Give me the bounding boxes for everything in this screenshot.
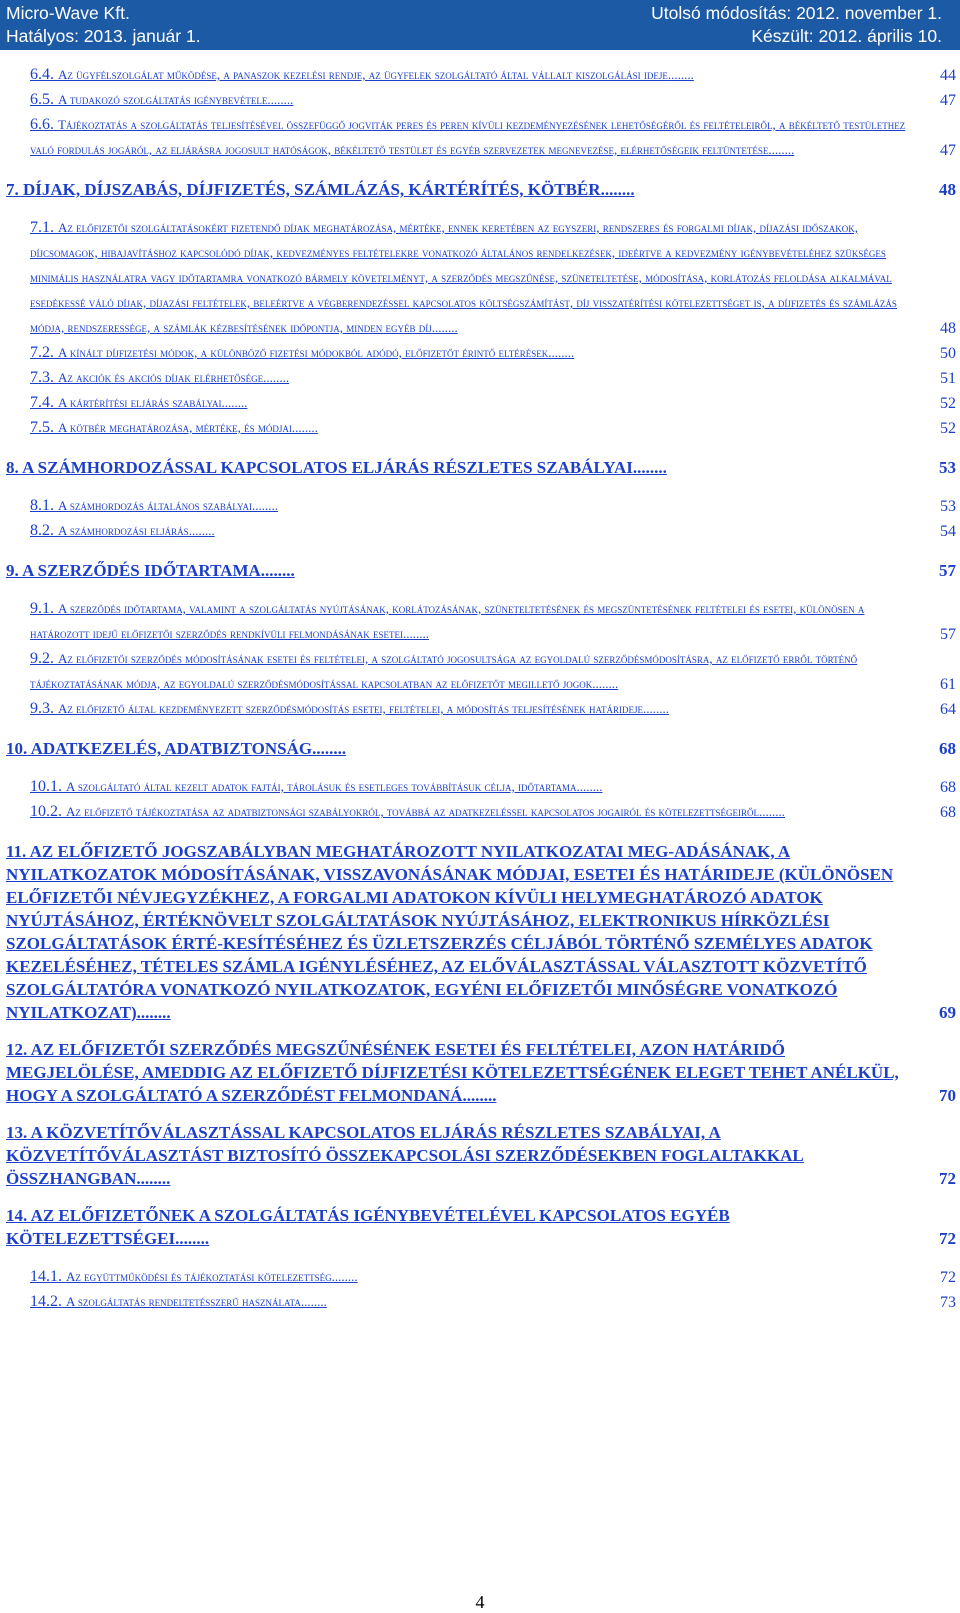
toc-entry-link[interactable] [6, 739, 346, 758]
toc-entry-link[interactable] [30, 220, 897, 335]
toc-entry[interactable] [6, 340, 956, 365]
last-modified-date: Utolsó módosítás: 2012. november 1. [651, 3, 942, 23]
toc-entry-title: A szolgáltató által kezelt adatok fajtái, tárolásuk és esetleges továbbításuk célja, időtartama [66, 779, 577, 794]
toc-leader-dots: ........ [136, 1169, 171, 1188]
toc-entry-page[interactable]: 47 [938, 89, 956, 112]
toc-entry-page[interactable]: 61 [938, 673, 956, 696]
toc-entry[interactable] [6, 1204, 956, 1250]
toc-entry-link[interactable] [30, 651, 857, 691]
toc-entry-number: 6.5. [30, 91, 58, 108]
toc-entry-number: 7.2. [30, 344, 58, 361]
toc-leader-dots: ........ [263, 370, 290, 385]
toc-leader-dots: ........ [331, 1269, 358, 1284]
toc-entry[interactable] [6, 62, 956, 87]
toc-entry-link[interactable] [30, 804, 785, 819]
toc-leader-dots: ........ [188, 523, 215, 538]
toc-entry-number: 14. [6, 1206, 31, 1225]
toc-entry[interactable] [6, 799, 956, 824]
toc-entry-number: 7.5. [30, 419, 58, 436]
toc-leader-dots: ........ [431, 320, 458, 335]
toc-leader-dots: ........ [312, 739, 347, 758]
toc-entry-title: A KÖZVETÍTŐVÁLASZTÁSSAL KAPCSOLATOS ELJÁRÁS RÉSZLETES SZABÁLYAI, A KÖZVETÍTŐVÁLASZTÁST BIZTOSÍTÓ ÖSSZEKAPCSOLÁSI SZERZŐDÉSEKBEN FOGLALTAKKAL ÖSSZHANGBAN [6, 1123, 804, 1188]
toc-leader-dots: ........ [548, 345, 575, 360]
company-name: Micro-Wave Kft. [6, 3, 130, 23]
toc-entry-page[interactable]: 53 [938, 495, 956, 518]
toc-entry-title: A tudakozó szolgáltatás igénybevétele [58, 92, 268, 107]
toc-entry-number: 9. [6, 561, 23, 580]
toc-entry-link[interactable] [30, 420, 318, 435]
toc-entry-link[interactable] [30, 1294, 327, 1309]
toc-entry-title: A kártérítési eljárás szabályai [58, 395, 222, 410]
toc-entry-number: 12. [6, 1040, 31, 1059]
toc-entry-title: DÍJAK, DÍJSZABÁS, DÍJFIZETÉS, SZÁMLÁZÁS, KÁRTÉRÍTÉS, KÖTBÉR [23, 180, 601, 199]
toc-entry-link[interactable] [6, 842, 893, 1022]
toc-entry-page[interactable]: 64 [938, 698, 956, 721]
toc-entry-page[interactable]: 68 [938, 801, 956, 824]
toc-entry[interactable] [6, 493, 956, 518]
toc-entry[interactable] [6, 646, 956, 696]
toc-entry-title: Az előfizetői szerződés módosításának esetei és feltételei, a szolgáltató jogosultsága az egyoldalú szerződésmódosításra, az előfizető erről történő tájékoztatásának módja, az egyoldalú szerződésmódosítással kapcsolatban az előfizetőt megillető jogok [30, 651, 858, 691]
toc-entry[interactable] [6, 1264, 956, 1289]
toc-leader-dots: ........ [576, 779, 603, 794]
toc-entry-link[interactable] [30, 67, 694, 82]
toc-entry-title: A SZÁMHORDOZÁSSAL KAPCSOLATOS ELJÁRÁS RÉSZLETES SZABÁLYAI [22, 458, 633, 477]
toc-entry-link[interactable] [30, 498, 278, 513]
toc-entry-page[interactable]: 72 [938, 1266, 956, 1289]
toc-leader-dots: ........ [300, 1294, 327, 1309]
toc-entry[interactable] [6, 112, 956, 162]
toc-entry[interactable] [6, 365, 956, 390]
toc-entry-page[interactable]: 57 [938, 623, 956, 646]
toc-entry-link[interactable] [6, 458, 667, 477]
toc-entry-number: 7. [6, 180, 23, 199]
toc-entry-number: 6.6. [30, 116, 58, 133]
toc-entry[interactable] [6, 559, 956, 582]
toc-entry-title: A számhordozási eljárás [58, 523, 189, 538]
toc-entry-number: 11. [6, 842, 30, 861]
toc-entry-page[interactable]: 48 [939, 180, 956, 199]
toc-entry[interactable] [6, 1289, 956, 1314]
toc-entry-link[interactable] [30, 117, 905, 157]
toc-entry-number: 8.1. [30, 497, 58, 514]
toc-entry-number: 14.2. [30, 1293, 66, 1310]
toc-entry-link[interactable] [30, 395, 247, 410]
toc-leader-dots: ........ [175, 1229, 210, 1248]
toc-entry-page[interactable]: 53 [939, 458, 956, 477]
toc-entry-link[interactable] [30, 92, 293, 107]
toc-entry[interactable] [6, 518, 956, 543]
toc-entry-title: Az előfizető által kezdeményezett szerződésmódosítás esetei, feltételei, a módosítás teljesítésének határideje [58, 701, 643, 716]
toc-entry-title: Az akciók és akciós díjak elérhetősége [58, 370, 264, 385]
effective-date: Hatályos: 2013. január 1. [6, 26, 201, 46]
toc-entry-link[interactable] [30, 370, 289, 385]
toc-entry-page[interactable]: 73 [938, 1291, 956, 1314]
table-of-contents [6, 62, 956, 1314]
toc-leader-dots: ........ [592, 676, 619, 691]
toc-entry-title: A szerződés időtartama, valamint a szolgáltatás nyújtásának, korlátozásának, szüneteltetésének és megszüntetésének feltételei és esetei, különösen a határozott idejű előfizetői szerződés rendkívüli felmondásának esetei [30, 601, 865, 641]
toc-entry-number: 13. [6, 1123, 31, 1142]
toc-entry-link[interactable] [6, 1040, 899, 1105]
toc-entry-page[interactable]: 50 [938, 342, 956, 365]
toc-leader-dots: ........ [759, 804, 785, 819]
toc-entry-title: A szolgáltatás rendeltetésszerű használata [66, 1294, 301, 1309]
toc-entry-page[interactable]: 68 [939, 739, 956, 758]
toc-entry-page[interactable]: 48 [938, 317, 956, 340]
toc-entry-title: Az előfizetői szolgáltatásokért fizetendő díjak meghatározása, mértéke, ennek keretében az egyszeri, rendszeres és forgalmi díjak, díjazási időszakok, díjcsomagok, hibajavításhoz kapcsolódó díjak, kedvezményes feltételekre vonatkozó általános rendelkezések, ideértve a kedvezmény igénybevételéhez szükséges minimális használatra vagy időtartamra vonatkozó bármely követelményt, a szerződés megszűnése, szüneteltetése, módosítása, korlátozás feloldása alkalmával esedékessé váló díjak, díjazási feltételek, beleértve a végberendezéssel kapcsolatos költségszámítást, díj visszatérítési kötelezettséget is, a díjfizetés és számlázás módja, rendszeressége, a számlák kézbesítésének időpontja, minden egyéb díj [30, 220, 897, 335]
toc-leader-dots: ........ [462, 1086, 497, 1105]
toc-entry[interactable] [6, 596, 956, 646]
toc-entry-page[interactable]: 51 [938, 367, 956, 390]
toc-leader-dots: ........ [642, 701, 669, 716]
toc-entry-number: 9.2. [30, 650, 58, 667]
toc-entry-title: Az ügyfélszolgálat működése, a panaszok kezelési rendje, az ügyfelek szolgáltató által vállalt kiszolgálási ideje [58, 67, 668, 82]
toc-entry-link[interactable] [30, 701, 669, 716]
toc-entry-page[interactable]: 44 [938, 64, 956, 87]
toc-entry-title: Tájékoztatás a szolgáltatás teljesítésével összefüggő jogviták peres és peren kívüli kezdeményezésének lehetőségéről és feltételeiről, a békéltető testülethez való fordulás jogáról, az eljárásra jogosult hatóságok, békéltető testület és egyéb szervezetek megnevezése, elérhetőségeik feltüntetése [30, 117, 906, 157]
toc-entry[interactable] [6, 87, 956, 112]
toc-leader-dots: ........ [291, 420, 318, 435]
toc-entry-number: 10. [6, 739, 31, 758]
toc-leader-dots: ........ [251, 498, 278, 513]
toc-entry-title: ADATKEZELÉS, ADATBIZTONSÁG [30, 739, 313, 758]
toc-leader-dots: ........ [136, 1003, 171, 1022]
toc-entry-link[interactable] [30, 779, 603, 794]
toc-entry-link[interactable] [6, 180, 635, 199]
toc-entry-link[interactable] [6, 1123, 804, 1188]
toc-entry-number: 8. [6, 458, 23, 477]
toc-entry-number: 14.1. [30, 1268, 66, 1285]
page-number: 4 [475, 1592, 485, 1612]
toc-entry-page[interactable]: 52 [938, 417, 956, 440]
toc-entry-page[interactable]: 68 [938, 776, 956, 799]
toc-entry-number: 6.4. [30, 66, 58, 83]
toc-leader-dots: ........ [632, 458, 667, 477]
toc-entry-page[interactable]: 72 [939, 1169, 956, 1188]
toc-entry-number: 10.2. [30, 803, 66, 820]
toc-entry-link[interactable] [6, 1206, 730, 1248]
toc-entry-title: A SZERZŐDÉS IDŐTARTAMA [22, 561, 261, 580]
toc-entry-link[interactable] [30, 601, 864, 641]
toc-entry[interactable] [6, 1038, 956, 1107]
toc-entry-page[interactable]: 57 [939, 561, 956, 580]
toc-entry[interactable] [6, 215, 956, 340]
toc-entry[interactable] [6, 390, 956, 415]
toc-entry-link[interactable] [30, 523, 215, 538]
toc-entry[interactable] [6, 696, 956, 721]
toc-entry-page[interactable]: 70 [939, 1086, 956, 1105]
toc-entry[interactable] [6, 774, 956, 799]
toc-entry-title: AZ ELŐFIZETŐ JOGSZABÁLYBAN MEGHATÁROZOTT NYILATKOZATAI MEG-ADÁSÁNAK, A NYILATKOZATOK MÓDOSÍTÁSÁNAK, VISSZAVONÁSÁNAK MÓDJAI, ESETEI ÉS HATÁRIDEJE (KÜLÖNÖSEN ELŐFIZETŐI NÉVJEGYZÉKHEZ, A FORGALMI ADATOKON KÍVÜLI HELYMEGHATÁROZÓ ADATOK NYÚJTÁSÁHOZ, ÉRTÉKNÖVELT SZOLGÁLTATÁSOK NYÚJTÁSÁHOZ, ELEKTRONIKUS HÍRKÖZLÉSI SZOLGÁLTATÁSOK ÉRTÉ-KESÍTÉSÉHEZ ÉS ÜZLETSZERZÉS CÉLJÁBÓL TÖRTÉNŐ SZEMÉLYES ADATOK KEZELÉSÉHEZ, TÉTELES SZÁMLA IGÉNYLÉSÉHEZ, AZ ELŐVÁLASZTÁSSAL VÁLASZTOTT KÖZVETÍTŐ SZOLGÁLTATÓRA VONATKOZÓ NYILATKOZATOK, EGYÉNI ELŐFIZETŐI MINŐSÉGRE VONATKOZÓ NYILATKOZAT) [6, 842, 894, 1022]
toc-entry[interactable] [6, 840, 956, 1024]
toc-entry-number: 7.1. [30, 219, 58, 236]
toc-entry-link[interactable] [6, 561, 295, 580]
toc-entry-number: 9.1. [30, 600, 58, 617]
document-header [0, 0, 960, 50]
toc-entry-title: A kötbér meghatározása, mértéke, és módjai [58, 420, 292, 435]
toc-leader-dots: ........ [221, 395, 248, 410]
toc-entry-number: 9.3. [30, 700, 58, 717]
toc-entry-number: 7.3. [30, 369, 58, 386]
created-date: Készült: 2012. április 10. [751, 26, 942, 46]
toc-leader-dots: ........ [267, 92, 294, 107]
toc-entry-title: A számhordozás általános szabályai [58, 498, 252, 513]
toc-leader-dots: ........ [667, 67, 694, 82]
toc-entry-page[interactable]: 72 [939, 1229, 956, 1248]
toc-entry-title: AZ ELŐFIZETŐI SZERZŐDÉS MEGSZŰNÉSÉNEK ESETEI ÉS FELTÉTELEI, AZON HATÁRIDŐ MEGJELÖLÉSE, AMEDDIG AZ ELŐFIZETŐ DÍJFIZETÉSI KÖTELEZETTSÉGÉNEK ELEGET TEHET ANÉLKÜL, HOGY A SZOLGÁLTATÓ A SZERZŐDÉST FELMONDANÁ [6, 1040, 899, 1105]
toc-entry[interactable] [6, 178, 956, 201]
toc-entry-title: A kínált díjfizetési módok, a különböző fizetési módokból adódó, előfizetőt érintő eltérések [58, 345, 549, 360]
toc-entry-page[interactable]: 47 [938, 139, 956, 162]
toc-leader-dots: ........ [768, 142, 795, 157]
toc-leader-dots: ........ [402, 626, 429, 641]
toc-entry-number: 10.1. [30, 778, 66, 795]
toc-entry-number: 8.2. [30, 522, 58, 539]
toc-entry[interactable] [6, 737, 956, 760]
toc-entry-page[interactable]: 54 [938, 520, 956, 543]
toc-entry-link[interactable] [30, 345, 574, 360]
toc-entry-number: 7.4. [30, 394, 58, 411]
toc-entry-title: Az együttműködési és tájékoztatási kötelezettség [66, 1269, 332, 1284]
toc-entry-page[interactable]: 69 [939, 1003, 956, 1022]
toc-entry-title: AZ ELŐFIZETŐNEK A SZOLGÁLTATÁS IGÉNYBEVÉTELÉVEL KAPCSOLATOS EGYÉB KÖTELEZETTSÉGEI [6, 1206, 730, 1248]
toc-leader-dots: ........ [260, 561, 295, 580]
toc-entry[interactable] [6, 415, 956, 440]
toc-entry-title: Az előfizető tájékoztatása az adatbiztonsági szabályokról, továbbá az adatkezeléssel kapcsolatos jogairól és kötelezettségeiről [66, 804, 759, 819]
toc-entry[interactable] [6, 456, 956, 479]
toc-entry[interactable] [6, 1121, 956, 1190]
toc-entry-link[interactable] [30, 1269, 358, 1284]
toc-leader-dots: ........ [600, 180, 635, 199]
toc-entry-page[interactable]: 52 [938, 392, 956, 415]
